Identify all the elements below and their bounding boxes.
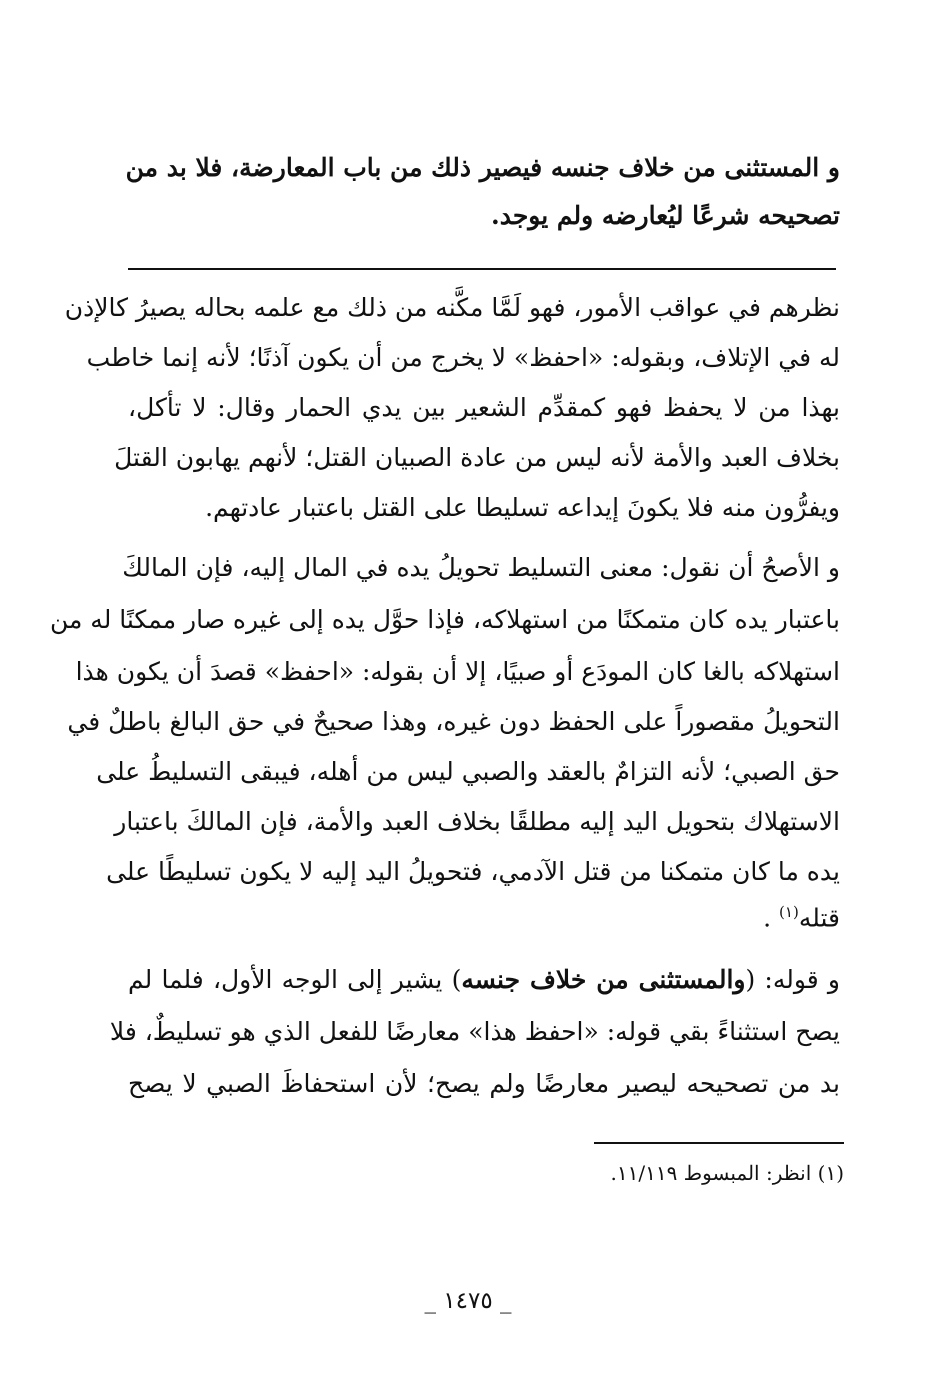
commentary-p2-line-4: التحويلُ مقصوراً على الحفظ دون غيره، وهذا صحيحٌ في حق البالغ باطلٌ في [67, 707, 840, 736]
commentary-p3-prefix: و قوله: ( [745, 965, 840, 994]
footnote-reference-mark: (١) [779, 903, 799, 921]
commentary-p2-line-2: باعتبار يده كان متمكنًا من استهلاكه، فإذا حوَّل يده إلى غيره صار ممكنًا له من [49, 605, 840, 634]
commentary-p3-line-1 [128, 960, 840, 1000]
commentary-p2-end-punct: . [763, 903, 772, 933]
commentary-p2-line-8 [128, 892, 840, 932]
commentary-p2-line-3: استهلاكه بالغا كان المودَع أو صبيًا، إلا أن بقوله: «احفظ» قصدَ أن يكون هذا [75, 657, 840, 686]
commentary-p1-line-3: بهذا من لا يحفظ فهو كمقدِّم الشعير بين يدي الحمار وقال: لا تأكل، [128, 393, 840, 422]
matn-separator-rule [128, 268, 836, 270]
commentary-p1-line-1: نظرهم في عواقب الأمور، فهو لَمَّا مكَّنه من ذلك مع علمه بحاله يصيرُ كالإذن [64, 293, 840, 322]
commentary-p2-line-6: الاستهلاك بتحويل اليد إليه مطلقًا بخلاف العبد والأمة، فإن المالكَ باعتبار [114, 807, 840, 836]
commentary-p1-line-2: له في الإتلاف، وبقوله: «احفظ» لا يخرج من أن يكون آذنًا؛ لأنه إنما خاطب [86, 343, 840, 372]
commentary-p3-suffix: ) يشير إلى الوجه الأول، فلما لم [128, 965, 462, 994]
commentary-p3-line-3: بد من تصحيحه ليصير معارضًا ولم يصح؛ لأن استحفاظَ الصبي لا يصح [128, 1069, 840, 1098]
commentary-p2-last-word: قتله [798, 903, 840, 933]
commentary-p2-line-7: يده ما كان متمكنا من قتل الآدمي، فتحويلُ اليد إليه لا يكون تسليطًا على [106, 857, 840, 886]
commentary-p2-line-1: و الأصحُ أن نقول: معنى التسليط تحويلُ يده في المال إليه، فإن المالكَ [122, 553, 840, 582]
matn-line-2: تصحيحه شرعًا ليُعارضه ولم يوجد. [491, 201, 840, 230]
page-number: _ ١٤٧٥ _ [424, 1288, 512, 1314]
commentary-p3-line-2: يصح استثناءً بقي قوله: «احفظ هذا» معارضًا للفعل الذي هو تسليطٌ، فلا [109, 1017, 840, 1046]
commentary-p3-quoted-matn: والمستثنى من خلاف جنسه [461, 965, 746, 994]
footnote-separator-rule [594, 1142, 844, 1144]
footnote-1: (١) انظر: المبسوط ١١/١١٩. [610, 1161, 844, 1185]
commentary-p2-line-5: حق الصبي؛ لأنه التزامٌ بالعقد والصبي ليس من أهله، فيبقى التسليطُ على [96, 757, 840, 786]
matn-line-1: و المستثنى من خلاف جنسه فيصير ذلك من باب المعارضة، فلا بد من [125, 153, 840, 182]
commentary-p1-line-4: بخلاف العبد والأمة لأنه ليس من عادة الصبيان القتل؛ لأنهم يهابون القتلَ [114, 443, 840, 472]
commentary-p1-line-5: ويفرُّون منه فلا يكونَ إيداعه تسليطا على القتل باعتبار عادتهم. [205, 493, 840, 522]
